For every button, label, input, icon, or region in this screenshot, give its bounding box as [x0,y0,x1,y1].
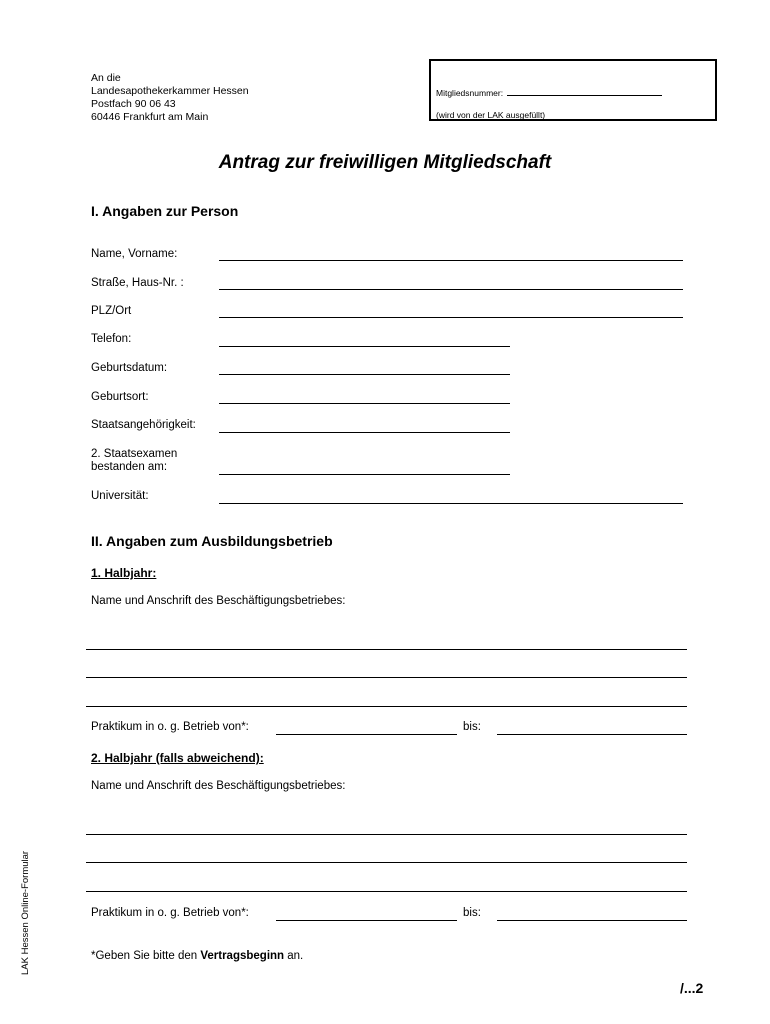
member-number-field[interactable] [507,95,662,96]
half1-from-field[interactable] [276,734,457,735]
exam-date-field[interactable] [219,474,510,475]
section-heading-person: I. Angaben zur Person [91,203,239,219]
name-field[interactable] [219,260,683,261]
street-label: Straße, Haus-Nr. : [91,277,184,289]
birthdate-field[interactable] [219,374,510,375]
city-label: PLZ/Ort [91,305,132,317]
footnote-suffix: an. [284,950,304,962]
half2-address-line[interactable] [86,862,687,863]
address-line: Postfach 90 06 43 [91,98,176,110]
street-field[interactable] [219,289,683,290]
footnote-prefix: *Geben Sie bitte den [91,950,201,962]
phone-label: Telefon: [91,333,132,345]
address-line: 60446 Frankfurt am Main [91,111,209,123]
page-title: Antrag zur freiwilligen Mitgliedschaft [218,152,552,173]
exam-label-line: bestanden am: [91,461,168,473]
half2-until-field[interactable] [497,920,687,921]
footnote-bold: Vertragsbeginn [200,950,285,962]
half1-until-label: bis: [463,721,481,733]
birthplace-field[interactable] [219,403,510,404]
university-label: Universität: [91,490,149,502]
half2-from-field[interactable] [276,920,457,921]
address-line: An die [91,72,121,84]
half1-heading: 1. Halbjahr: [91,566,157,580]
half2-heading: 2. Halbjahr (falls abweichend): [91,751,264,765]
half1-address-line[interactable] [86,649,687,650]
half2-address-line[interactable] [86,834,687,835]
member-number-note: (wird von der LAK ausgefüllt) [436,110,546,120]
member-number-box [429,59,717,121]
university-field[interactable] [219,503,683,504]
birthplace-label: Geburtsort: [91,391,149,403]
exam-label-line: 2. Staatsexamen [91,448,178,460]
nationality-field[interactable] [219,432,510,433]
footnote [91,950,303,963]
half2-until-label: bis: [463,907,481,919]
half1-internship-label: Praktikum in o. g. Betrieb von*: [91,721,249,733]
exam-label [91,448,177,474]
name-label: Name, Vorname: [91,248,178,260]
phone-field[interactable] [219,346,510,347]
half2-internship-label: Praktikum in o. g. Betrieb von*: [91,907,249,919]
member-number-label: Mitgliedsnummer: [436,88,504,98]
nationality-label: Staatsangehörigkeit: [91,419,196,431]
half1-address-line[interactable] [86,677,687,678]
address-line: Landesapothekerkammer Hessen [91,85,249,97]
half1-address-line[interactable] [86,706,687,707]
half2-address-line[interactable] [86,891,687,892]
section-heading-training: II. Angaben zum Ausbildungsbetrieb [91,533,333,549]
city-field[interactable] [219,317,683,318]
half1-until-field[interactable] [497,734,687,735]
half1-address-label: Name und Anschrift des Beschäftigungsbetriebes: [91,595,346,607]
birthdate-label: Geburtsdatum: [91,362,168,374]
recipient-address [91,72,249,124]
half2-address-label: Name und Anschrift des Beschäftigungsbetriebes: [91,780,346,792]
page-continue: /...2 [680,980,704,996]
side-form-label: LAK Hessen Online-Formular [20,850,31,975]
